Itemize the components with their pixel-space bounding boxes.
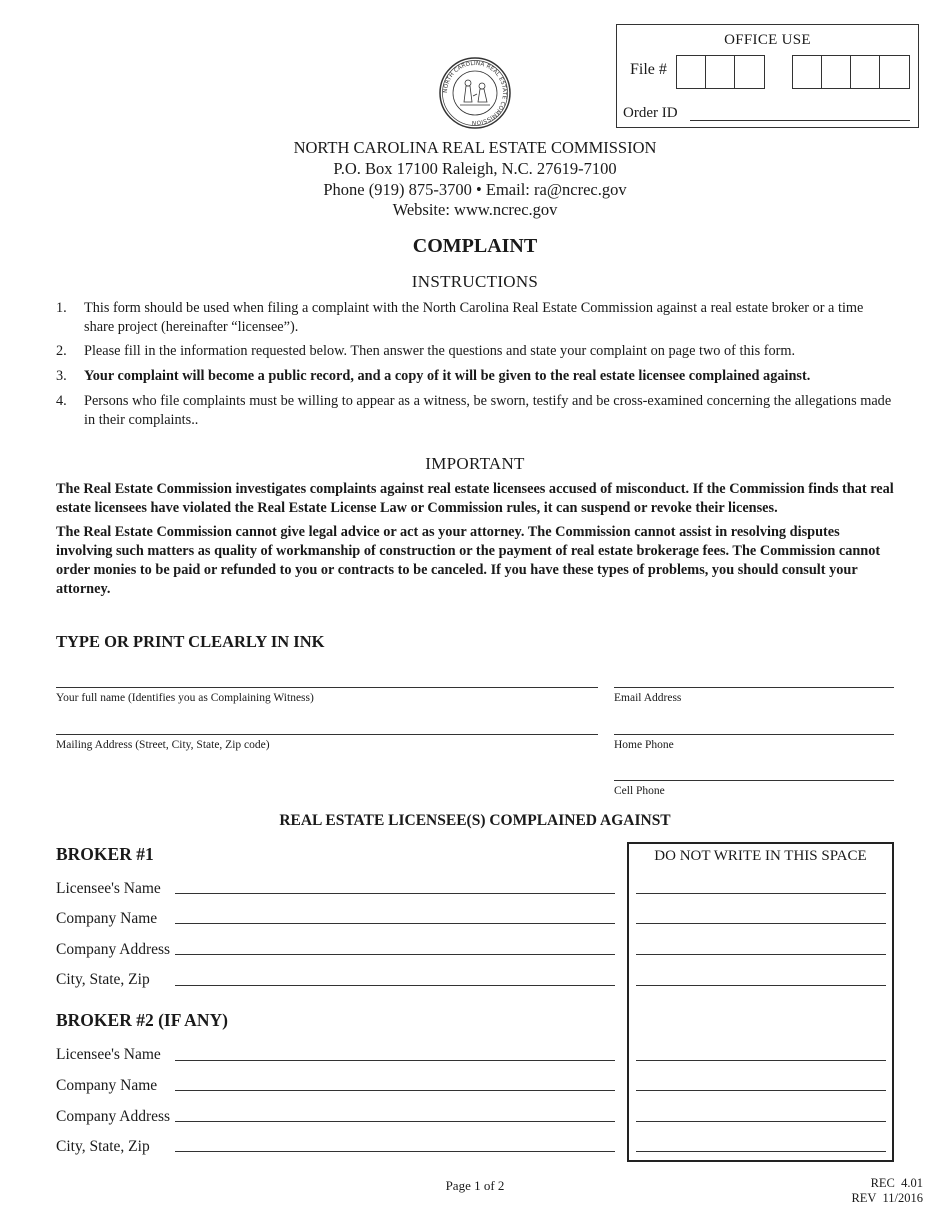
broker-1-company-address-label: Company Address [56, 941, 171, 958]
office-use-box [616, 24, 919, 128]
broker-1-city-state-zip-label: City, State, Zip [56, 971, 150, 988]
office-only-line [636, 923, 886, 924]
full-name-label: Your full name (Identifies you as Complaining Witness) [56, 692, 314, 704]
org-contact: Phone (919) 875-3700 • Email: ra@ncrec.gov [323, 180, 627, 199]
svg-text:NORTH CAROLINA REAL ESTATE COM: NORTH CAROLINA REAL ESTATE COMMISSION [442, 60, 508, 126]
mailing-address-label: Mailing Address (Street, City, State, Zip code) [56, 739, 270, 751]
instruction-text: Your complaint will become a public record, and a copy of it will be given to the real estate licensee complained against. [84, 368, 811, 384]
office-only-title: DO NOT WRITE IN THIS SPACE [654, 848, 867, 864]
file-number-cell[interactable] [822, 56, 851, 88]
mailing-address-field[interactable] [56, 734, 598, 735]
type-print-heading: TYPE OR PRINT CLEARLY IN INK [56, 632, 325, 651]
instruction-number: 1. [56, 300, 67, 316]
org-address: P.O. Box 17100 Raleigh, N.C. 27619-7100 [333, 159, 617, 178]
broker-1-company-name-field[interactable] [175, 923, 615, 924]
office-only-line [636, 985, 886, 986]
commission-seal-logo [438, 56, 512, 130]
broker-2-company-address-label: Company Address [56, 1108, 171, 1125]
office-only-line [636, 954, 886, 955]
broker-2-heading: BROKER #2 (IF ANY) [56, 1010, 228, 1030]
file-number-cell[interactable] [677, 56, 706, 88]
order-id-field[interactable] [690, 120, 910, 121]
licensee-section-title: REAL ESTATE LICENSEE(S) COMPLAINED AGAINST [279, 812, 671, 829]
important-paragraph-2: The Real Estate Commission cannot give legal advice or act as your attorney. The Commission cannot assist in resolving disputes involving such matters as quality of workmanship of construction or the payment of real estate brokerage fees. The Commission cannot order monies to be paid or refunded to you or contracts to be canceled. If you have these types of problems, you should consult your attorney. [56, 524, 881, 597]
office-only-line [636, 1090, 886, 1091]
full-name-field[interactable] [56, 687, 598, 688]
file-number-cell[interactable] [880, 56, 909, 88]
file-number-cell[interactable] [735, 56, 764, 88]
home-phone-field[interactable] [614, 734, 894, 735]
file-number-label: File # [630, 61, 667, 78]
instruction-number: 4. [56, 393, 67, 409]
instruction-text: Persons who file complaints must be willing to appear as a witness, be sworn, testify and be cross-examined concerning the allegations made in their complaints.. [84, 393, 892, 428]
email-field[interactable] [614, 687, 894, 688]
email-label: Email Address [614, 692, 682, 704]
file-number-cell[interactable] [706, 56, 735, 88]
office-only-box [627, 842, 894, 1162]
broker-2-company-name-label: Company Name [56, 1077, 158, 1094]
instruction-item [56, 342, 896, 361]
instructions-heading: INSTRUCTIONS [411, 272, 539, 291]
form-code: REC 4.01 [870, 1176, 923, 1190]
file-number-cells-left[interactable] [676, 55, 765, 89]
broker-1-licensee-name-field[interactable] [175, 893, 615, 894]
home-phone-label: Home Phone [614, 739, 674, 751]
broker-1-city-state-zip-field[interactable] [175, 985, 615, 986]
broker-2-licensee-name-label: Licensee's Name [56, 1046, 161, 1063]
page-title: COMPLAINT [412, 235, 538, 257]
office-use-title: OFFICE USE [724, 32, 811, 48]
broker-2-city-state-zip-label: City, State, Zip [56, 1138, 150, 1155]
broker-1-licensee-name-label: Licensee's Name [56, 880, 161, 897]
instruction-item [56, 299, 896, 337]
cell-phone-field[interactable] [614, 780, 894, 781]
file-number-cells-right[interactable] [792, 55, 910, 89]
office-only-line [636, 1151, 886, 1152]
instruction-text: Please fill in the information requested below. Then answer the questions and state your complaint on page two of this form. [84, 343, 796, 359]
broker-2-city-state-zip-field[interactable] [175, 1151, 615, 1152]
broker-2-company-address-field[interactable] [175, 1121, 615, 1122]
file-number-cell[interactable] [851, 56, 880, 88]
broker-1-company-address-field[interactable] [175, 954, 615, 955]
broker-2-licensee-name-field[interactable] [175, 1060, 615, 1061]
file-number-cell[interactable] [793, 56, 822, 88]
org-name: NORTH CAROLINA REAL ESTATE COMMISSION [293, 138, 657, 157]
instruction-item [56, 392, 896, 430]
office-only-line [636, 1060, 886, 1061]
broker-2-company-name-field[interactable] [175, 1090, 615, 1091]
form-revision: REV 11/2016 [851, 1191, 923, 1205]
org-website: Website: www.ncrec.gov [392, 200, 558, 219]
important-paragraph-1: The Real Estate Commission investigates complaints against real estate licensees accused of misconduct. If the Commission finds that real estate licensees have violated the Real Estate License Law or Commission rules, it can suspend or revoke their licenses. [56, 481, 894, 516]
broker-1-company-name-label: Company Name [56, 910, 158, 927]
cell-phone-label: Cell Phone [614, 785, 665, 797]
order-id-label: Order ID [623, 105, 678, 121]
broker-1-heading: BROKER #1 [56, 844, 154, 864]
instruction-number: 2. [56, 343, 67, 359]
office-only-line [636, 893, 886, 894]
office-only-line [636, 1121, 886, 1122]
instruction-number: 3. [56, 368, 67, 384]
important-heading: IMPORTANT [425, 454, 525, 473]
instruction-item [56, 367, 896, 386]
page-number: Page 1 of 2 [445, 1178, 505, 1193]
instruction-text: This form should be used when filing a complaint with the North Carolina Real Estate Commission against a real estate broker or a time share project (hereinafter “licensee”). [84, 300, 864, 335]
form-id [851, 1176, 923, 1206]
